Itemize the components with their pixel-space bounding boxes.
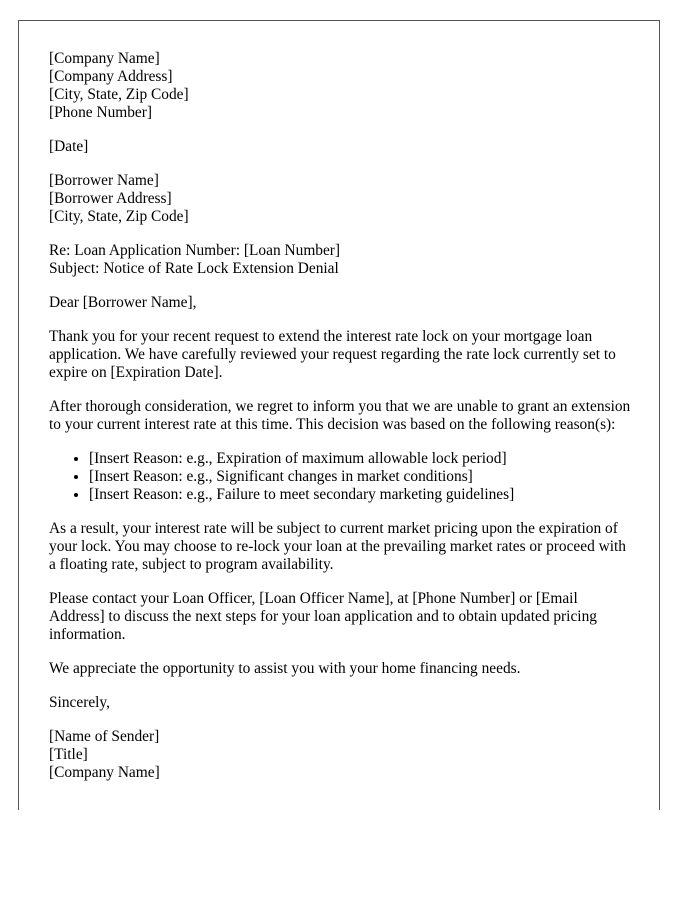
- paragraph-request-acknowledgement: Thank you for your recent request to extend the interest rate lock on your mortgage loan application. We have carefully reviewed your request regarding the rate lock currently set to expire on [Expiration Date].: [49, 328, 616, 381]
- recipient-name: [Borrower Name]: [49, 172, 159, 189]
- reason-item: • [Insert Reason: e.g., Failure to meet secondary marketing guidelines]: [89, 486, 634, 504]
- sender-company-name: [Company Name]: [49, 50, 160, 67]
- sender-city-state-zip: [City, State, Zip Code]: [49, 86, 189, 103]
- recipient-address-block: [49, 172, 634, 226]
- letter-date: [Date]: [49, 138, 89, 155]
- paragraph-denial: After thorough consideration, we regret to inform you that we are unable to grant an extension to your current interest rate at this time. This decision was based on the following reason(s):: [49, 398, 631, 433]
- sender-address-block: [49, 50, 634, 122]
- reason-item: • [Insert Reason: e.g., Expiration of maximum allowable lock period]: [89, 450, 634, 468]
- paragraph-appreciation: We appreciate the opportunity to assist you with your home financing needs.: [49, 660, 521, 677]
- subject-line: Subject: Notice of Rate Lock Extension Denial: [49, 260, 339, 277]
- sender-title: [Title]: [49, 746, 88, 763]
- reason-item: • [Insert Reason: e.g., Significant changes in market conditions]: [89, 468, 634, 486]
- re-line: Re: Loan Application Number: [Loan Number]: [49, 242, 341, 259]
- letter-page: [18, 20, 660, 810]
- closing-company-name: [Company Name]: [49, 764, 160, 781]
- paragraph-contact: Please contact your Loan Officer, [Loan Officer Name], at [Phone Number] or [Email Address] to discuss the next steps for your loan application and to obtain updated pricing information.: [49, 590, 597, 643]
- reasons-list: [49, 450, 634, 504]
- salutation: Dear [Borrower Name],: [49, 294, 197, 311]
- sender-phone: [Phone Number]: [49, 104, 153, 121]
- sign-off: Sincerely,: [49, 694, 110, 711]
- signature-block: [49, 728, 634, 782]
- letter-content: [49, 50, 634, 782]
- recipient-city-state-zip: [City, State, Zip Code]: [49, 208, 189, 225]
- paragraph-consequence: As a result, your interest rate will be subject to current market pricing upon the expiration of your lock. You may choose to re-lock your loan at the prevailing market rates or proceed with a floating rate, subject to program availability.: [49, 520, 626, 573]
- recipient-address: [Borrower Address]: [49, 190, 172, 207]
- date-block: [49, 138, 634, 156]
- sender-name: [Name of Sender]: [49, 728, 160, 745]
- sender-company-address: [Company Address]: [49, 68, 173, 85]
- reference-block: [49, 242, 634, 278]
